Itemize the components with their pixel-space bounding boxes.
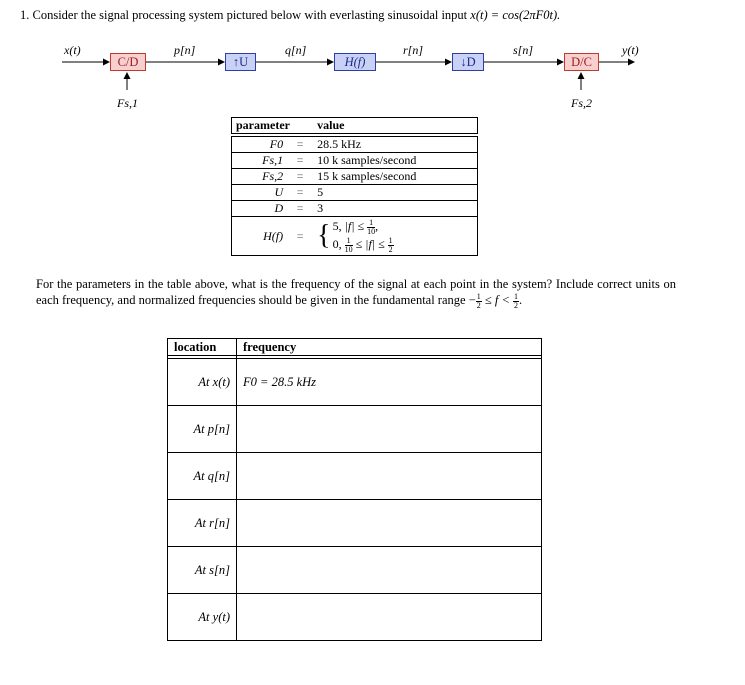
param-eq: = bbox=[287, 169, 313, 185]
question-formula: x(t) = cos(2πF0t). bbox=[470, 8, 561, 22]
answer-row bbox=[168, 547, 542, 594]
param-value: 10 k samples/second bbox=[313, 153, 477, 169]
question-line bbox=[20, 8, 560, 23]
answer-frequency[interactable] bbox=[237, 547, 542, 594]
answer-table-header bbox=[168, 339, 542, 356]
param-row bbox=[232, 185, 478, 201]
answer-location: At x(t) bbox=[168, 359, 237, 406]
param-row bbox=[232, 153, 478, 169]
question-text: Consider the signal processing system pictured below with everlasting sinusoidal input bbox=[32, 8, 468, 22]
filter-block: H(f) bbox=[334, 53, 376, 71]
parameter-table bbox=[231, 117, 478, 256]
signal-r-label: r[n] bbox=[403, 43, 424, 57]
signal-p-label: p[n] bbox=[174, 43, 196, 57]
downsampler-block: ↓D bbox=[452, 53, 484, 71]
param-value: 28.5 kHz bbox=[313, 137, 477, 153]
answer-row bbox=[168, 406, 542, 453]
param-row bbox=[232, 201, 478, 217]
param-name: F0 bbox=[232, 137, 288, 153]
answer-table bbox=[167, 338, 542, 641]
param-eq: = bbox=[287, 153, 313, 169]
param-name: H(f) bbox=[232, 217, 288, 256]
answer-frequency[interactable] bbox=[237, 453, 542, 500]
param-row bbox=[232, 169, 478, 185]
parameter-header: parameter bbox=[232, 118, 314, 134]
value-header: value bbox=[313, 118, 477, 134]
param-value: 5 bbox=[313, 185, 477, 201]
signal-s-label: s[n] bbox=[513, 43, 534, 57]
frequency-header: frequency bbox=[237, 339, 542, 356]
signal-y-label: y(t) bbox=[622, 43, 639, 57]
param-row bbox=[232, 137, 478, 153]
param-name: D bbox=[232, 201, 288, 217]
answer-location: At y(t) bbox=[168, 594, 237, 641]
answer-frequency[interactable] bbox=[237, 594, 542, 641]
location-header: location bbox=[168, 339, 237, 356]
rate-fs2-label: Fs,2 bbox=[571, 96, 592, 110]
hf-case1: 5, |f| ≤ $\frac{1}{10}$ , bbox=[332, 218, 379, 236]
answer-row bbox=[168, 594, 542, 641]
param-name: U bbox=[232, 185, 288, 201]
answer-row bbox=[168, 453, 542, 500]
param-eq: = bbox=[287, 201, 313, 217]
brace-icon: { bbox=[317, 220, 331, 251]
param-name: Fs,2 bbox=[232, 169, 288, 185]
answer-location: At s[n] bbox=[168, 547, 237, 594]
answer-row bbox=[168, 359, 542, 406]
answer-location: At r[n] bbox=[168, 500, 237, 547]
answer-frequency[interactable]: F0 = 28.5 kHz bbox=[237, 359, 542, 406]
param-eq: = bbox=[287, 217, 313, 256]
hf-piecewise bbox=[313, 217, 477, 256]
parameter-table-header bbox=[232, 118, 478, 134]
param-row-hf bbox=[232, 217, 478, 256]
answer-row bbox=[168, 500, 542, 547]
upsampler-block: ↑U bbox=[225, 53, 256, 71]
rate-fs1-label: Fs,1 bbox=[117, 96, 138, 110]
answer-frequency[interactable] bbox=[237, 500, 542, 547]
question-number: 1. bbox=[20, 8, 30, 22]
answer-frequency[interactable] bbox=[237, 406, 542, 453]
param-eq: = bbox=[287, 137, 313, 153]
hf-case2: 0, $\frac{1}{10}$ ≤ |f| ≤ $\frac{1}{2}$ bbox=[332, 235, 393, 254]
param-eq: = bbox=[287, 185, 313, 201]
instructions-paragraph: For the parameters in the table above, what is the frequency of the signal at each point in the system? Include correct units on each frequency, and normalized frequencies should be given in the fundamental range − $\frac{1}{2}$ ≤ f < $\frac{1}{2}$ . bbox=[36, 277, 676, 310]
param-value: 15 k samples/second bbox=[313, 169, 477, 185]
param-value: 3 bbox=[313, 201, 477, 217]
answer-location: At p[n] bbox=[168, 406, 237, 453]
signal-q-label: q[n] bbox=[285, 43, 307, 57]
fundamental-range: − $\frac{1}{2}$ ≤ f < $\frac{1}{2}$ . bbox=[468, 291, 523, 310]
cd-converter-block: C/D bbox=[110, 53, 146, 71]
dc-converter-block: D/C bbox=[564, 53, 599, 71]
signal-x-label: x(t) bbox=[64, 43, 81, 57]
answer-location: At q[n] bbox=[168, 453, 237, 500]
param-name: Fs,1 bbox=[232, 153, 288, 169]
